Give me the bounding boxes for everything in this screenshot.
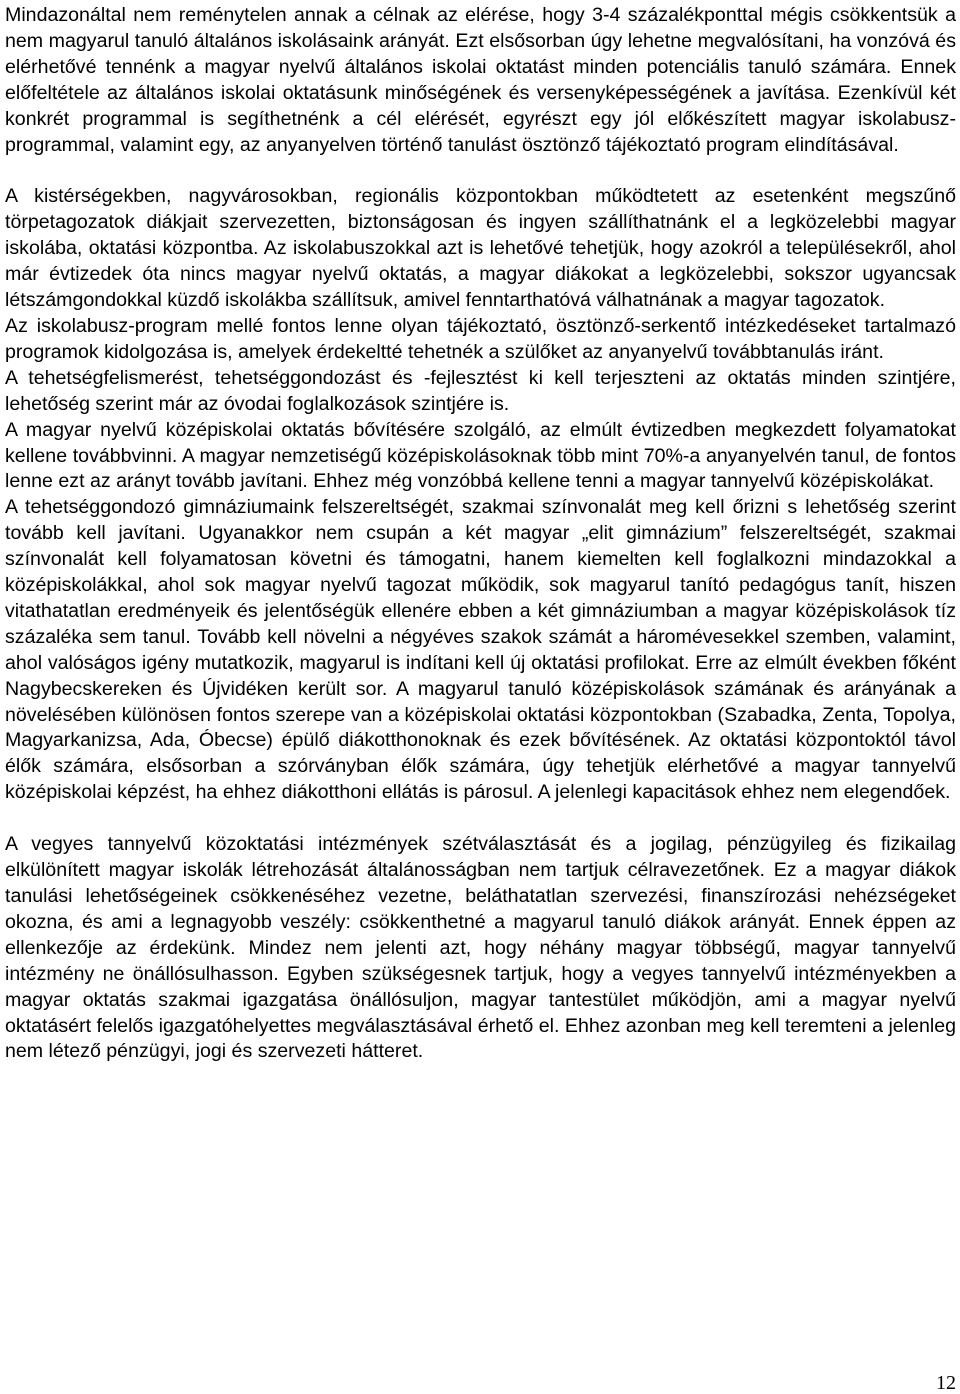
paragraph-4: A tehetségfelismerést, tehetséggondozást és -fejlesztést ki kell terjeszteni az oktatás minden szintjére, lehetőség szerint már az óvodai foglalkozások szintjére is. — [5, 366, 956, 415]
paragraph-gap — [5, 806, 956, 832]
paragraph-1: Mindazonáltal nem reménytelen annak a célnak az elérése, hogy 3-4 százalékponttal mégis csökkentsük a nem magyarul tanuló általános iskolásaink arányát. Ezt elsősorban úgy lehetne megvalósítani, ha vonzóvá és elérhetővé tennénk a magyar nyelvű általános iskolai oktatást minden potenciális tanuló számára. Ennek előfeltétele az általános iskolai oktatásunk minőségének és versenyképességének a javítása. Ezenkívül két konkrét programmal is segíthetnénk a cél elérését, egyrészt egy jól előkészített magyar iskolabusz-programmal, valamint egy, az anyanyelven történő tanulást ösztönző tájékoztató program elindításával. — [5, 4, 956, 156]
paragraph-5: A magyar nyelvű középiskolai oktatás bővítésére szolgáló, az elmúlt évtizedben megkezdett folyamatokat kellene továbbvinni. A magyar nemzetiségű középiskolásoknak több mint 70%-a anyanyelvén tanul, de fontos lenne ezt az arányt tovább javítani. Ehhez még vonzóbbá kellene tenni a magyar tannyelvű középiskolákat. — [5, 418, 956, 493]
paragraph-3: Az iskolabusz-program mellé fontos lenne olyan tájékoztató, ösztönző-serkentő intézkedéseket tartalmazó programok kidolgozása is, amelyek érdekeltté tehetnék a szülőket az anyanyelvű továbbtanulás iránt. — [5, 314, 956, 363]
paragraph-7: A vegyes tannyelvű közoktatási intézmények szétválasztását és a jogilag, pénzügyileg és fizikailag elkülönített magyar iskolák létrehozását általánosságban nem tartjuk célravezetőnek. Ez a magyar diákok tanulási lehetőségeinek csökkenéséhez vezetne, beláthatatlan szervezési, finanszírozási nehézségeket okozna, és ami a legnagyobb veszély: csökkenthetné a magyarul tanuló diákok arányát. Ennek éppen az ellenkezője az érdekünk. Mindez nem jelenti azt, hogy néhány magyar többségű, magyar tannyelvű intézmény ne önállósulhasson. Egyben szükségesnek tartjuk, hogy a vegyes tannyelvű intézményekben a magyar oktatás szakmai igazgatása önállósuljon, magyar tantestület működjön, ami a magyar nyelvű oktatásért felelős igazgatóhelyettes megválasztásával érhető el. Ehhez azonban meg kell teremteni a jelenleg nem létező pénzügyi, jogi és szervezeti hátteret. — [5, 833, 956, 1063]
paragraph-6: A tehetséggondozó gimnáziumaink felszereltségét, szakmai színvonalát meg kell őrizni s lehetőség szerint tovább kell javítani. Ugyanakkor nem csupán a két magyar „elit gimnázium” felszereltségét, szakmai színvonalát kell folyamatosan követni és támogatni, hanem kiemelten kell foglalkozni mindazokkal a középiskolákkal, ahol sok magyar nyelvű tagozat működik, sok magyarul tanító pedagógus tanít, hiszen vitathatatlan eredményeik és jelentőségük ellenére ebben a két gimnáziumban a magyar középiskolások tíz százaléka sem tanul. Tovább kell növelni a négyéves szakok számát a háromévesekkel szemben, valamint, ahol valóságos igény mutatkozik, magyarul is indítani kell új oktatási profilokat. Erre az elmúlt években főként Nagybecskereken és Újvidéken került sor. A magyarul tanuló középiskolások számának és arányának a növelésében különösen fontos szerepe van a középiskolai oktatási központokban (Szabadka, Zenta, Topolya, Magyarkanizsa, Ada, Óbecse) épülő diákotthonoknak és ezek bővítésének. Az oktatási központoktól távol élők számára, elsősorban a szórványban élők számára, úgy tehetjük elérhetővé a magyar tannyelvű középiskolai képzést, ha ehhez diákotthoni ellátás is párosul. A jelenlegi kapacitások ehhez nem elegendőek. — [5, 496, 956, 804]
document-body — [5, 3, 956, 1065]
page-number: 12 — [936, 1372, 956, 1394]
paragraph-gap — [5, 158, 956, 184]
paragraph-2: A kistérségekben, nagyvárosokban, regionális központokban működtetett az esetenként megszűnő törpetagozatok diákjait szervezetten, biztonságosan és ingyen szállíthatnánk el a legközelebbi magyar iskolába, oktatási központba. Az iskolabuszokkal azt is lehetővé tehetjük, hogy azokról a településekről, ahol már évtizedek óta nincs magyar nyelvű oktatás, a magyar diákokat a legközelebbi, sokszor ugyancsak létszámgondokkal küzdő iskolákba szállítsuk, amivel fenntarthatóvá válhatnának a magyar tagozatok. — [5, 185, 956, 312]
